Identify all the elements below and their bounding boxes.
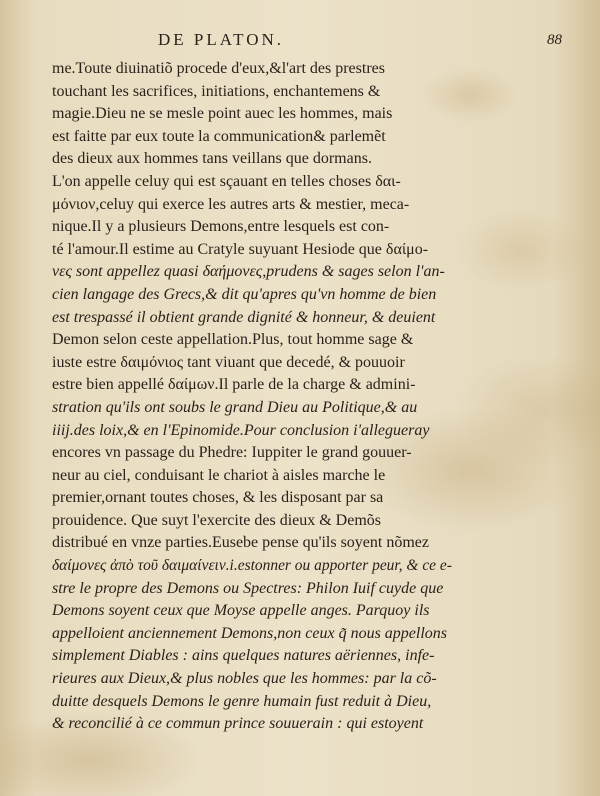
- text-line: νες sont appellez quasi δαήμονες,prudens & sages selon l'an-: [52, 263, 445, 281]
- text-line: distribué en vnze parties.Eusebe pense qu'ils soyent nõmez: [52, 534, 429, 552]
- running-title: DE PLATON.: [158, 30, 285, 49]
- text-line: rieures aux Dieux,& plus nobles que les hommes: par la cõ-: [52, 670, 437, 688]
- text-line: Demons soyent ceux que Moyse appelle anges. Parquoy ils: [52, 602, 430, 620]
- text-line: simplement Diables : ains quelques natures aëriennes, infe-: [52, 647, 435, 665]
- text-line: μόνιον,celuy qui exerce les autres arts & mestier, meca-: [52, 195, 410, 213]
- text-line: appelloient anciennement Demons,non ceux q̃ nous appellons: [52, 624, 448, 642]
- text-line: cien langage des Grecs,& dit qu'apres qu'vn homme de bien: [52, 285, 437, 303]
- text-line: iiij.des loix,& en l'Epinomide.Pour conclusion i'allegueray: [52, 421, 430, 439]
- text-line: prouidence. Que suyt l'exercite des dieux & Demõs: [52, 511, 382, 529]
- text-line: L'on appelle celuy qui est sçauant en telles choses δαι-: [52, 172, 401, 190]
- text-line: Demon selon ceste appellation.Plus, tout homme sage &: [52, 331, 414, 349]
- text-line: est trespassé il obtient grande dignité & honneur, & deuient: [52, 308, 436, 326]
- text-line: nique.Il y a plusieurs Demons,entre lesquels est con-: [52, 218, 390, 236]
- text-line: touchant les sacrifices, initiations, enchantemens &: [52, 82, 381, 100]
- text-line: δαίμονες ἀπὸ τοῦ δαιμαίνειν.i.estonner ou apporter peur, & ce e-: [52, 557, 452, 575]
- page-number: 88: [547, 32, 562, 48]
- text-line: & reconcilié à ce commun prince souuerain : qui estoyent: [52, 715, 424, 733]
- text-line: magie.Dieu ne se mesle point auec les hommes, mais: [52, 105, 393, 123]
- text-line: stre le propre des Demons ou Spectres: Philon Iuif cuyde que: [52, 579, 444, 597]
- text-line: té l'amour.Il estime au Cratyle suyuant Hesiode que δαίμο-: [52, 240, 429, 258]
- text-line: des dieux aux hommes tans veillans que dormans.: [52, 150, 372, 168]
- text-line: iuste estre δαιμόνιος tant viuant que decedé, & pouuoir: [52, 353, 405, 371]
- text-line: duitte desquels Demons le genre humain fust reduit à Dieu,: [52, 692, 432, 710]
- text-line: est faitte par eux toute la communication& parlemẽt: [52, 127, 386, 145]
- text-line: estre bien appellé δαίμων.Il parle de la charge & admini-: [52, 376, 416, 394]
- text-line: stration qu'ils ont soubs le grand Dieu au Politique,& au: [52, 398, 418, 416]
- body-text: [52, 58, 452, 736]
- text-line: me.Toute diuinatiõ procede d'eux,&l'art des prestres: [52, 60, 385, 77]
- text-line: premier,ornant toutes choses, & les disposant par sa: [52, 489, 384, 507]
- text-line: encores vn passage du Phedre: Iuppiter le grand gouuer-: [52, 444, 412, 462]
- text-line: neur au ciel, conduisant le chariot à aisles marche le: [52, 466, 386, 484]
